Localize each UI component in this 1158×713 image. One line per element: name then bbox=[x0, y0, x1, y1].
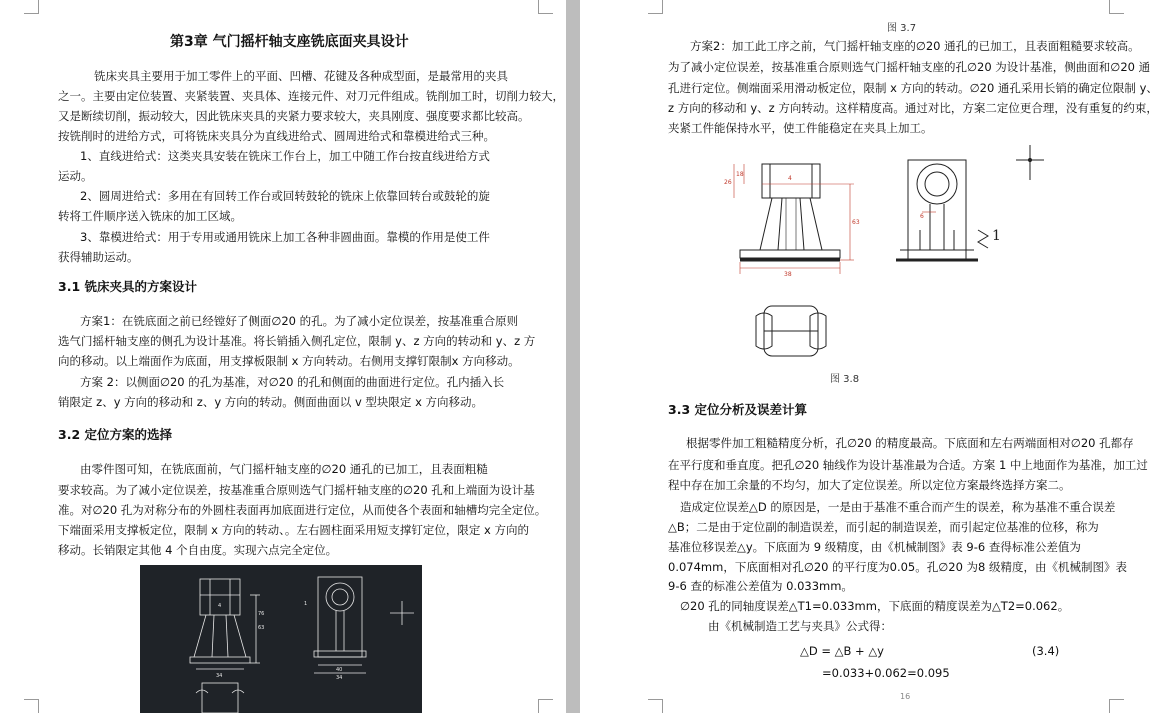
drawing-dim-label: 18 bbox=[736, 171, 744, 178]
body-line: ∅20 孔的同轴度误差△T1=0.033mm，下底面的精度误差为△T2=0.062。 bbox=[680, 599, 1070, 613]
engineering-drawing bbox=[720, 140, 1060, 368]
section-heading: 3.1 铣床夹具的方案设计 bbox=[58, 279, 197, 294]
crop-mark bbox=[538, 0, 553, 14]
cad-dim-label: 76 bbox=[258, 611, 265, 617]
body-line: 选气门摇杆轴支座的侧孔为设计基准。将长销插入侧孔定位，限制 y、z 方向的转动和 y、z 方 bbox=[58, 334, 536, 348]
document-page-left bbox=[0, 0, 566, 713]
body-line: 程中存在加工余量的不均匀，加大了定位误差。所以定位方案最终选择方案二。 bbox=[668, 478, 1071, 492]
crop-mark bbox=[1109, 0, 1124, 14]
body-line: 获得辅助运动。 bbox=[58, 250, 139, 264]
body-line: 方案1：在铣底面之前已经镗好了侧面∅20 的孔。为了减小定位误差，按基准重合原则 bbox=[80, 314, 519, 328]
crop-mark bbox=[538, 699, 553, 713]
body-line: 夹紧工件能保持水平，使工件能稳定在夹具上加工。 bbox=[668, 121, 933, 135]
drawing-dim-label: 26 bbox=[724, 179, 732, 186]
body-line: 向的移动。以上端面作为底面，用支撑板限制 x 方向转动。右侧用支撑钉限制x 方向移动。 bbox=[58, 354, 520, 368]
crop-mark bbox=[24, 699, 39, 713]
crop-mark bbox=[24, 0, 39, 14]
body-line: 9-6 查的标准公差值为 0.033mm。 bbox=[668, 579, 853, 593]
formula: △D = △B + △y bbox=[800, 644, 884, 658]
formula-number: (3.4) bbox=[1032, 644, 1060, 658]
page-number: 16 bbox=[900, 692, 911, 701]
body-line: 移动。长销限定其他 4 个自由度。实现六点完全定位。 bbox=[58, 543, 338, 557]
cad-figure bbox=[140, 565, 422, 713]
body-line: 运动。 bbox=[58, 169, 93, 183]
body-line: 基准位移误差△y。下底面为 9 级精度，由《机械制图》表 9-6 查得标准公差值为 bbox=[668, 540, 1081, 554]
body-line: 根据零件加工粗糙精度分析，孔∅20 的精度最高。下底面和左右两端面相对∅20 孔都存 bbox=[686, 436, 1134, 450]
body-line: z 方向的移动和 y、z 方向转动。这样精度高。通过对比，方案二定位更合理，没有重复的约束， bbox=[668, 101, 1158, 115]
drawing-callout: 1 bbox=[992, 228, 1001, 244]
body-line: 造成定位误差△D 的原因是，一是由于基准不重合而产生的误差，称为基准不重合误差 bbox=[680, 500, 1116, 514]
body-line: 1、直线进给式：这类夹具安装在铣床工作台上，加工中随工作台按直线进给方式 bbox=[80, 149, 490, 163]
figure-caption: 图 3.8 bbox=[830, 374, 860, 385]
body-line: 转将工件顺序送入铣床的加工区域。 bbox=[58, 209, 242, 223]
cad-dim-label: 63 bbox=[258, 625, 265, 631]
body-line: 方案 2：以侧面∅20 的孔为基准，对∅20 的孔和侧面的曲面进行定位。孔内插入长 bbox=[80, 375, 505, 389]
chapter-title: 第3章 气门摇杆轴支座铣底面夹具设计 bbox=[170, 34, 409, 50]
drawing-dim-label: 4 bbox=[788, 175, 792, 182]
body-line: 3、靠模进给式：用于专用或通用铣床上加工各种非圆曲面。靠模的作用是使工件 bbox=[80, 230, 490, 244]
crop-mark bbox=[648, 0, 663, 14]
drawing-dim-label: 63 bbox=[852, 219, 860, 226]
body-line: 铣床夹具主要用于加工零件上的平面、凹槽、花键及各种成型面，是最常用的夹具 bbox=[94, 69, 508, 83]
crop-mark bbox=[1109, 699, 1124, 713]
cad-dim-label: 4 bbox=[218, 603, 222, 609]
cad-dim-label: 34 bbox=[216, 673, 223, 679]
body-line: 为了减小定位误差，按基准重合原则选气门摇杆轴支座的孔∅20 为设计基准，侧曲面和∅20 通 bbox=[668, 60, 1151, 74]
figure-caption: 图 3.7 bbox=[887, 23, 917, 34]
section-heading: 3.3 定位分析及误差计算 bbox=[668, 402, 807, 417]
body-line: 按铣削时的进给方式，可将铣床夹具分为直线进给式、圆周进给式和靠模进给式三种。 bbox=[58, 129, 495, 143]
body-line: 准。对∅20 孔为对称分布的外圆柱表面再加底面进行定位，从而使各个表面和轴槽均完全定位。 bbox=[58, 503, 547, 517]
body-line: 在平行度和垂直度。把孔∅20 轴线作为设计基准最为合适。方案 1 中上地面作为基准，加工过 bbox=[668, 458, 1148, 472]
formula-result: =0.033+0.062=0.095 bbox=[822, 666, 950, 680]
drawing-dim-label: 6 bbox=[920, 213, 924, 220]
body-line: 孔进行定位。侧端面采用滑动板定位，限制 x 方向的转动。∅20 通孔采用长销的确定位限制 y、 bbox=[668, 81, 1158, 95]
body-line: 下端面采用支撑板定位，限制 x 方向的转动、。左右圆柱面采用短支撑钉定位，限定 x 方向的 bbox=[58, 523, 529, 537]
body-line: 由《机械制造工艺与夹具》公式得： bbox=[708, 619, 892, 633]
body-line: 0.074mm，下底面相对孔∅20 的平行度为0.05。孔∅20 为8 级精度，由《机械制图》表 bbox=[668, 560, 1128, 574]
cad-dim-label: 1 bbox=[304, 601, 308, 607]
body-line: 之一。主要由定位装置、夹紧装置、夹具体、连接元件、对刀元件组成。铣削加工时，切削力较大， bbox=[58, 89, 564, 103]
body-line: 2、圆周进给式：多用在有回转工作台或回转鼓轮的铣床上依靠回转台或鼓轮的旋 bbox=[80, 189, 490, 203]
cad-dim-label: 34 bbox=[336, 675, 343, 681]
body-line: 销限定 z、y 方向的移动和 z、y 方向的转动。侧面曲面以 v 型块限定 x 方向移动。 bbox=[58, 395, 484, 409]
section-heading: 3.2 定位方案的选择 bbox=[58, 427, 172, 442]
body-line: 由零件图可知，在铣底面前，气门摇杆轴支座的∅20 通孔的已加工，且表面粗糙 bbox=[80, 462, 488, 476]
document-page-right bbox=[580, 0, 1158, 713]
body-line: 方案2：加工此工序之前，气门摇杆轴支座的∅20 通孔的已加工，且表面粗糙要求较高。 bbox=[690, 39, 1140, 53]
page-gutter bbox=[566, 0, 580, 713]
cad-drawing bbox=[140, 565, 422, 713]
body-line: 又是断续切削，振动较大，因此铣床夹具的夹紧力要求较大，夹具刚度、强度要求都比较高。 bbox=[58, 109, 530, 123]
drawing-dim-label: 38 bbox=[784, 271, 792, 278]
cad-dim-label: 40 bbox=[336, 667, 343, 673]
body-line: 要求较高。为了减小定位误差，按基准重合原则选气门摇杆轴支座的∅20 孔和上端面为设计基 bbox=[58, 483, 535, 497]
body-line: △B；二是由于定位副的制造误差，而引起的制造误差，而引起定位基准的位移，称为 bbox=[668, 520, 1099, 534]
crop-mark bbox=[648, 699, 663, 713]
